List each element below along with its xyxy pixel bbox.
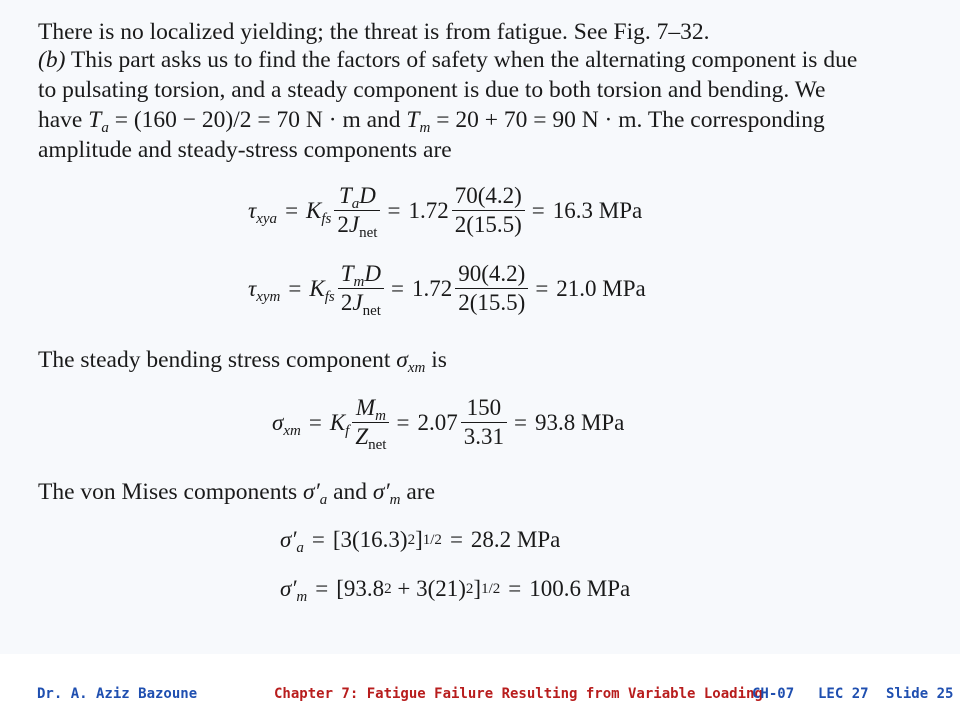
fraction-TmD-2Jnet: $\frac{T_mD}{2J_{net}}$ (338, 262, 384, 315)
fraction-values-tau-a: $\frac{70(4.2)}{2(15.5)}$ (452, 184, 525, 237)
line-3-text: to pulsating torsion, and a steady component is due to both torsion and bending. We (38, 77, 826, 103)
equation-tau-xym: $\tau_{xym}$ = $K_{fs}$ $\frac{T_mD}{2J_{net}}$ = 1.72 $\frac{90(4.2)}{2(15.5)}$ = 21.0 MPa (248, 261, 646, 319)
text-line-6: The steady bending stress component $\sigma_{xm}$ is (38, 347, 447, 376)
equation-sigma-m-prime: $\sigma'_m$ = [93.8 2 + 3(21) 2 ] 1/2 = 100.6 MPa (280, 576, 631, 605)
fraction-values-tau-m: $\frac{90(4.2)}{2(15.5)}$ (455, 262, 528, 315)
equation-sigma-xm: $\sigma_{xm}$ = $K_f$ $\frac{M_m}{Z_{net}}$ = 2.07 $\frac{150}{3.31}$ = 93.8 MPa (272, 395, 625, 453)
result-sigma-a-prime: 28.2 MPa (470, 527, 561, 552)
text-line-2 (38, 46, 857, 74)
fraction-TaD-2Jnet: $\frac{T_aD}{2J_{net}}$ (334, 184, 380, 237)
result-sigma-m-prime: 100.6 MPa (529, 576, 631, 601)
symbol-Tm: $T_m$ (406, 107, 431, 136)
result-tau-xym: 21.0 MPa (556, 275, 646, 301)
text-line-5 (38, 136, 452, 164)
text-line-1 (38, 18, 710, 46)
slide-footer (0, 654, 960, 720)
symbol-Ta: $T_a$ (88, 107, 109, 136)
symbol-sigma-a-prime: $\sigma'_a$ (303, 479, 328, 508)
fraction-Mm-Znet: $\frac{M_m}{Z_{net}}$ (352, 396, 389, 449)
footer-slide-number: Slide 25 (886, 686, 954, 702)
equation-sigma-a-prime: $\sigma'_a$ = [3(16.3) 2 ] 1/2 = 28.2 MPa (280, 527, 561, 556)
line-2-text: This part asks us to find the factors of safety when the alternating component is due (65, 47, 858, 73)
line-1-text: There is no localized yielding; the threat is from fatigue. See Fig. 7–32. (38, 19, 710, 45)
footer-lecture-number: LEC 27 (818, 686, 869, 702)
symbol-sigma-m-prime: $\sigma'_m$ (372, 479, 401, 508)
text-line-7: The von Mises components $\sigma'_a$ and $\sigma'_m$ are (38, 479, 436, 508)
symbol-sigma-xm: $\sigma_{xm}$ (396, 347, 426, 376)
part-b-label: (b) (38, 47, 66, 73)
footer-author: Dr. A. Aziz Bazoune (37, 686, 198, 702)
result-tau-xya: 16.3 MPa (552, 197, 643, 223)
footer-chapter-title: Chapter 7: Fatigue Failure Resulting from Variable Loading (274, 686, 763, 702)
text-line-3 (38, 76, 825, 104)
fraction-values-sigma-xm: $\frac{150}{3.31}$ (461, 396, 507, 449)
footer-chapter-number: CH-07 (752, 686, 795, 702)
equation-tau-xya: $\tau_{xya}$ = $K_{fs}$ $\frac{T_aD}{2J_{net}}$ = 1.72 $\frac{70(4.2)}{2(15.5)}$ = 16.3 MPa (248, 183, 643, 241)
text-line-4: have $T_a = (160 - 20)/2 = 70$ N · m and $T_m = 20 + 70 = 90$ N · m. The corresponding (38, 107, 825, 136)
line-5-text: amplitude and steady-stress components are (38, 137, 452, 163)
result-sigma-xm: 93.8 MPa (534, 409, 625, 435)
